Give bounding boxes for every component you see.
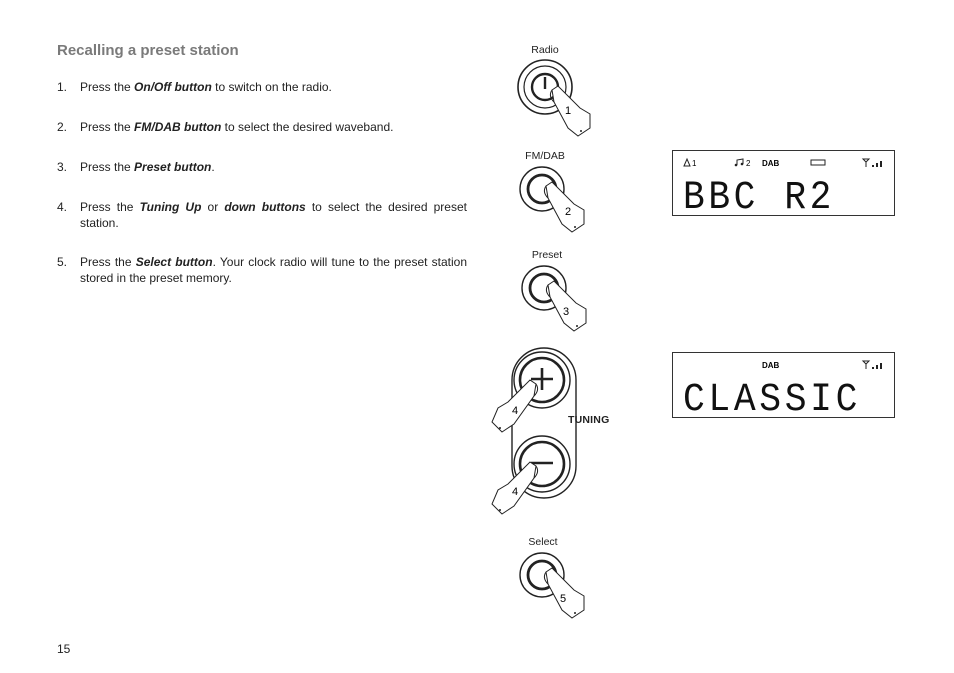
step-number: 5. [57,255,68,269]
step-item [57,159,467,175]
lcd-preset-text: CLASSIC [683,378,861,417]
step-item [57,254,467,286]
alarm-1-indicator: 1 [692,159,697,168]
step-text: to switch on the radio. [211,80,332,94]
step-marker: 2 [565,206,572,218]
step-marker: 3 [563,306,570,318]
step-item [57,119,467,135]
step-emphasis: Select button [135,255,213,269]
step-text: or [201,200,225,214]
step-number: 2. [57,120,68,134]
signal-bar [872,165,874,167]
step-number: 3. [57,160,68,174]
select-button-label: Select [528,536,558,548]
lcd-display-preset [672,352,895,418]
radio-button-label: Radio [531,44,559,56]
step-text: . Your clock radio will tune to the preset station stored in the preset memory. [80,255,467,285]
step-item [57,199,467,231]
lcd-station-text: BBC R2 [683,176,835,215]
step-item [57,79,467,95]
step-marker: 4 [512,486,519,498]
step-text: Press the [80,200,140,214]
alarm-bell-icon [684,159,690,166]
step-text: Press the [80,80,135,94]
band-indicator: DAB [762,159,780,168]
step-text: Press the [80,160,135,174]
step-marker: 5 [560,593,567,605]
signal-bar [880,161,882,167]
step-text: to select the desired preset station. [80,200,467,230]
lcd-indicators [673,151,894,215]
step-text: Press the [80,120,135,134]
fmdab-button-figure [512,164,602,244]
step-emphasis: Preset button [134,160,212,174]
step-text: . [211,160,215,174]
signal-antenna-icon [863,361,869,369]
lcd-indicators [673,353,894,417]
step-emphasis: down buttons [224,200,306,214]
preset-button-figure [514,263,604,343]
signal-bar [876,163,878,167]
step-emphasis: Tuning Up [139,200,202,214]
step-number: 4. [57,200,68,214]
step-marker: 4 [512,405,519,417]
step-number: 1. [57,80,68,94]
preset-button-label: Preset [531,249,563,261]
battery-icon [811,160,825,165]
step-emphasis: On/Off button [134,80,212,94]
step-marker: 1 [565,105,572,117]
step-text: Press the [80,255,136,269]
fmdab-button-label: FM/DAB [525,150,565,162]
signal-bar [872,367,874,369]
signal-antenna-icon [863,159,869,167]
page-number: 15 [57,642,71,656]
tuning-buttons-figure [484,344,584,524]
step-text: to select the desired waveband. [221,120,394,134]
page-heading: Recalling a preset station [57,42,239,59]
lcd-display-station [672,150,895,216]
band-indicator: DAB [762,361,780,370]
select-button-figure [512,550,602,630]
tuning-label: TUNING [568,414,610,426]
step-emphasis: FM/DAB button [134,120,222,134]
signal-bar [876,365,878,369]
alarm-2-indicator: 2 [746,159,751,168]
radio-button-figure [512,58,602,140]
signal-bar [880,363,882,369]
